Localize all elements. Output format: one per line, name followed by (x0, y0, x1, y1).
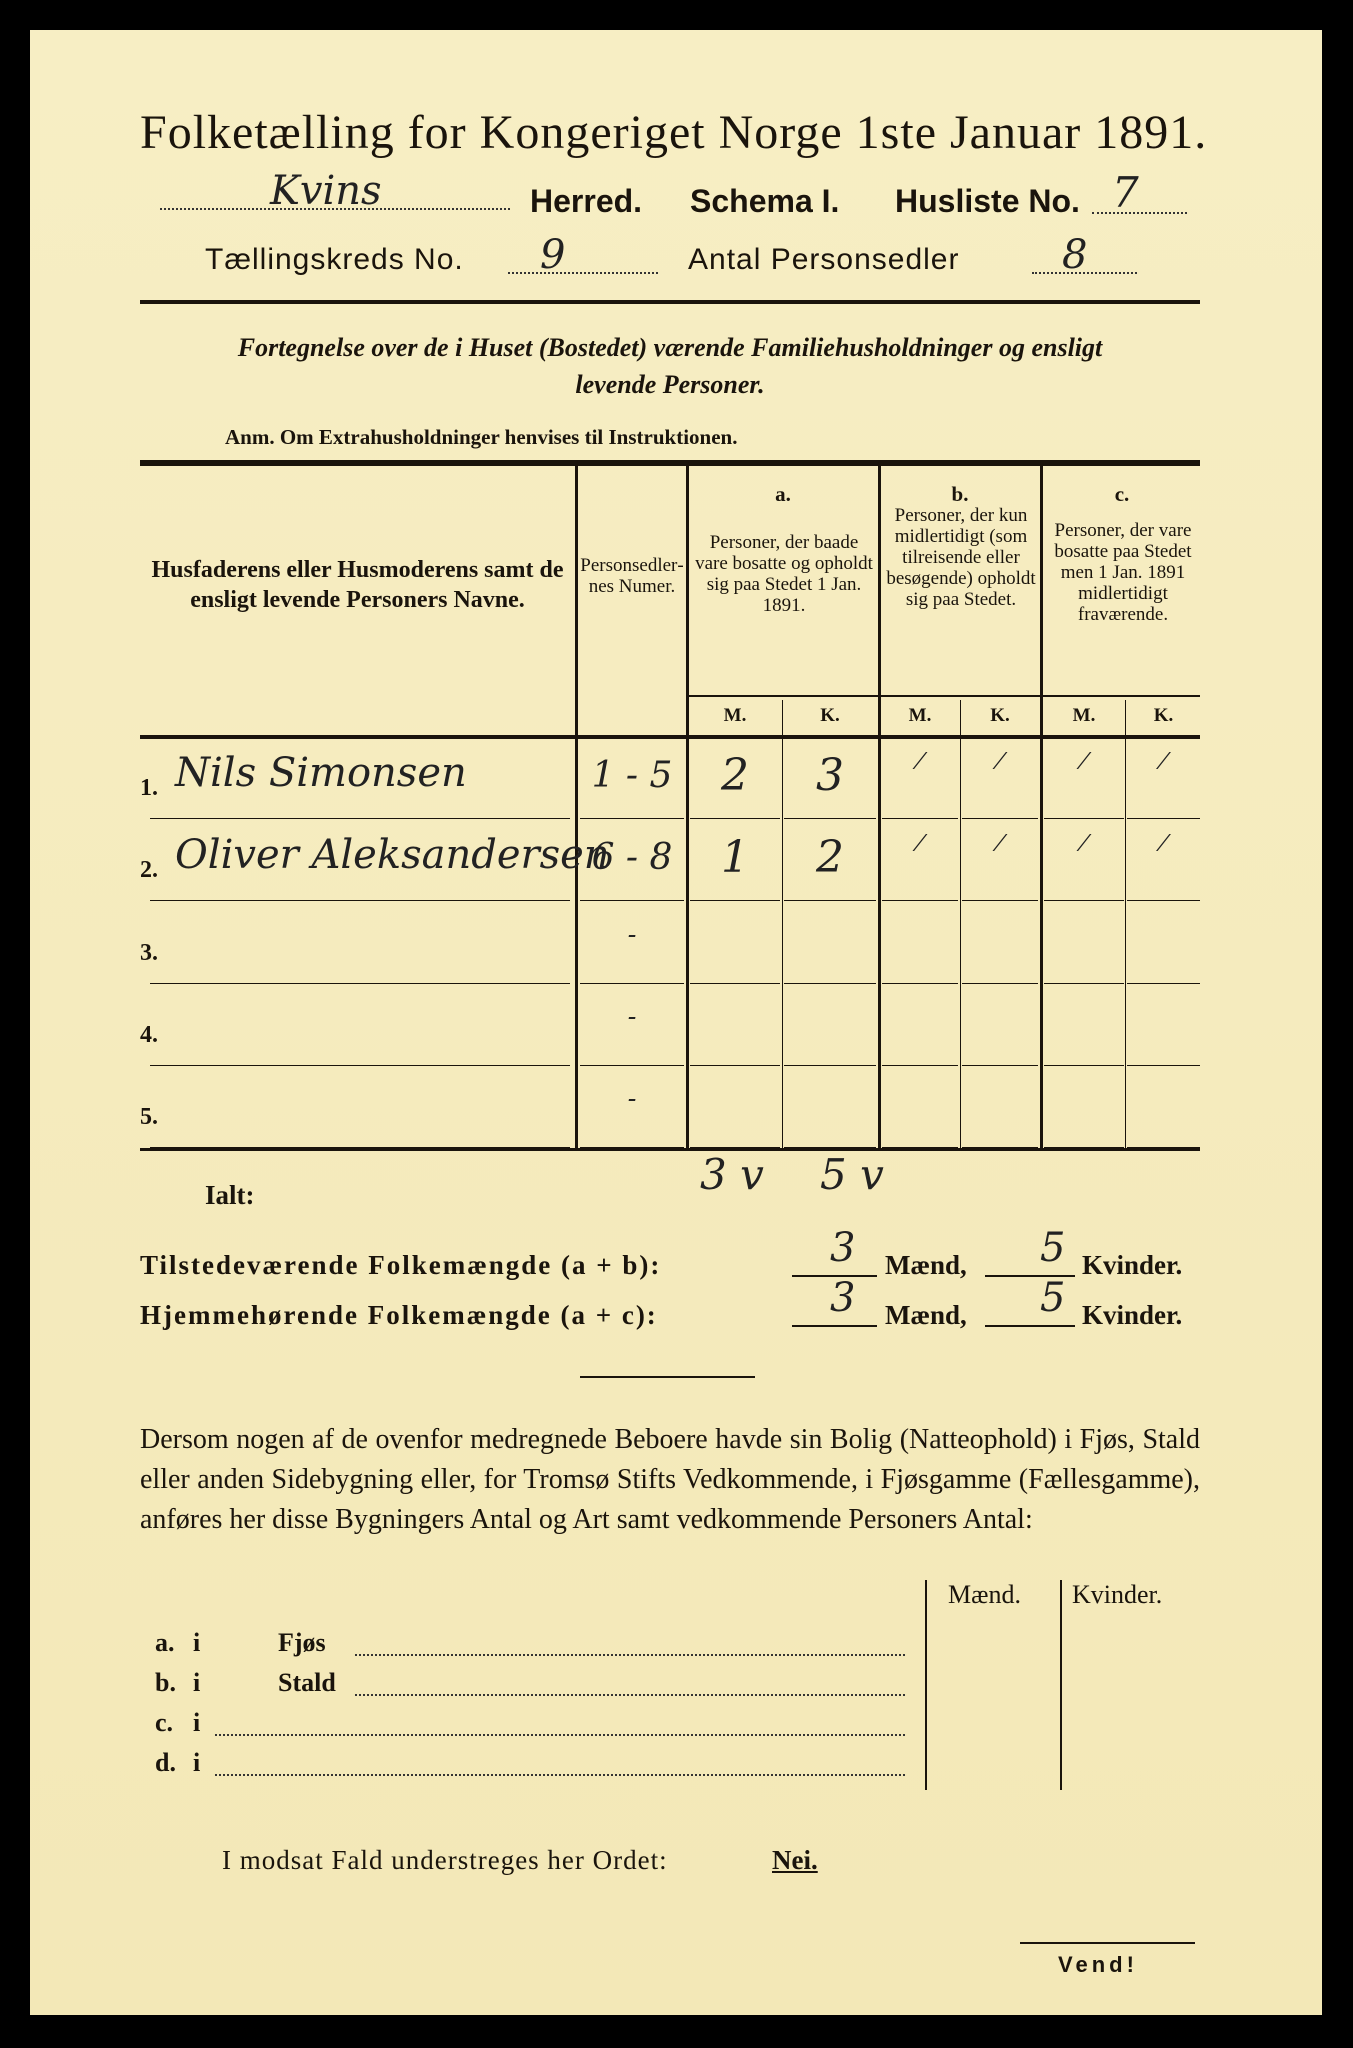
row-bk: ⁄ (998, 750, 1002, 775)
row-rule (150, 1065, 570, 1066)
item-i: i (193, 1668, 201, 1697)
row-rule (784, 900, 876, 901)
row-am: 2 (721, 750, 749, 801)
husliste-dotline (1092, 212, 1187, 214)
row-ak: 2 (816, 832, 844, 883)
col-divider-a (878, 466, 881, 1151)
col-numer-header: Personsedlernes Numer. (580, 555, 684, 597)
row-rule (690, 1065, 780, 1066)
row-rule (784, 818, 876, 819)
intro-note: Anm. Om Extrahusholdninger henvises til Instruktionen. (225, 425, 738, 449)
section-divider (580, 1376, 755, 1378)
tilstede-maend: Mænd, (885, 1250, 967, 1280)
row-rule (1044, 983, 1124, 984)
item-dotline (215, 1734, 905, 1736)
row-bm: ⁄ (918, 750, 922, 775)
row-rule (962, 1065, 1038, 1066)
row-rule (882, 818, 958, 819)
subcol-a (782, 700, 783, 1151)
header-rule (140, 300, 1200, 304)
row-ak: 3 (816, 750, 844, 801)
vend-label: Vend! (1058, 1952, 1138, 1977)
col-divider-numer (686, 466, 689, 1151)
herred-label: Herred. (530, 183, 643, 219)
row-rule (150, 983, 570, 984)
ialt-m: 3 v (700, 1150, 764, 1199)
hjemme-k: 5 (1040, 1275, 1066, 1321)
col-divider-b (1040, 466, 1043, 1151)
schema-label: Schema I. (690, 183, 840, 219)
item-letter: c. (155, 1708, 174, 1737)
row-rule (690, 983, 780, 984)
row-number: 5. (140, 1104, 158, 1130)
antal-value: 8 (1062, 232, 1088, 278)
row-cm: ⁄ (1082, 750, 1086, 775)
row-bm: ⁄ (918, 832, 922, 857)
c-m-label: M. (1072, 705, 1096, 726)
row-rule (580, 900, 684, 901)
bygning-paragraph: Dersom nogen af de ovenfor medregnede Beboere havde sin Bolig (Natteophold) i Fjøs, Stald eller anden Sidebygning eller, for Tromsø Stifts Vedkommende, i Fjøsgamme (Fællesgamme), anføres her disse Bygningers Antal og Art samt vedkommende Personers Antal: (140, 1424, 1200, 1535)
col-names-header: Husfaderens eller Husmoderens samt de ensligt levende Personers Navne. (151, 557, 564, 613)
hjemme-m: 3 (830, 1275, 856, 1321)
row-rule (1127, 983, 1200, 984)
item-letter: a. (155, 1628, 175, 1657)
antal-label: Antal Personsedler (688, 243, 960, 276)
c-k-label: K. (1153, 705, 1174, 726)
item-letter: d. (155, 1748, 176, 1777)
intro-line1: Fortegnelse over de i Huset (Bostedet) værende Familiehusholdninger og ensligt (237, 333, 1103, 362)
row-ck: ⁄ (1161, 832, 1166, 857)
row-rule (580, 1065, 684, 1066)
row-rule (1127, 818, 1200, 819)
row-ck: ⁄ (1161, 750, 1166, 775)
row-cm: ⁄ (1082, 832, 1086, 857)
item-letter: b. (155, 1668, 176, 1697)
row-rule (882, 1065, 958, 1066)
item-i: i (193, 1748, 201, 1777)
ialt-k: 5 v (820, 1150, 884, 1199)
row-rule (784, 1065, 876, 1066)
row-rule (962, 983, 1038, 984)
row-rule (690, 818, 780, 819)
row-numer: - (627, 1084, 637, 1114)
row-am: 1 (721, 832, 749, 883)
tilstede-label: Tilstedeværende Folkemængde (a + b): (140, 1250, 662, 1280)
row-rule (1127, 1065, 1200, 1066)
mk-rule (689, 695, 1200, 697)
herred-value: Kvins (270, 168, 382, 214)
row-numer: 1 - 5 (591, 755, 673, 796)
row-rule (1044, 818, 1124, 819)
vend-rule (1020, 1942, 1195, 1944)
husliste-value: 7 (1112, 168, 1139, 217)
b-m-label: M. (908, 705, 932, 726)
footer-text: I modsat Fald understreges her Ordet: (222, 1845, 668, 1875)
kvinder-divider (1060, 1580, 1062, 1790)
row-rule (150, 900, 570, 901)
row-name: Oliver Aleksandersen (175, 832, 610, 878)
form-title: Folketælling for Kongeriget Norge 1ste Januar 1891. (140, 106, 1208, 159)
row-rule (150, 818, 570, 819)
row-number: 4. (140, 1022, 158, 1048)
ialt-label: Ialt: (205, 1180, 255, 1210)
row-number: 2. (140, 857, 158, 883)
kvinder-header: Kvinder. (1072, 1580, 1163, 1609)
row-name: Nils Simonsen (175, 750, 467, 796)
item-i: i (193, 1708, 201, 1737)
row-numer: - (627, 1002, 637, 1032)
maend-header: Mænd. (948, 1580, 1021, 1609)
hjemme-label: Hjemmehørende Folkemængde (a + c): (140, 1300, 658, 1330)
row-bk: ⁄ (998, 832, 1002, 857)
item-i: i (193, 1628, 201, 1657)
husliste-label: Husliste No. (895, 183, 1080, 219)
row-rule (784, 983, 876, 984)
row-rule (962, 900, 1038, 901)
kreds-value: 9 (540, 232, 566, 278)
row-rule (962, 818, 1038, 819)
subcol-c (1125, 700, 1126, 1151)
tilstede-m: 3 (830, 1225, 856, 1271)
col-c-header: Personer, der vare bosatte paa Stedet men 1 Jan. 1891 midlertidigt fraværende. (1054, 520, 1192, 625)
hjemme-kvinder: Kvinder. (1082, 1300, 1183, 1330)
col-divider-names (575, 466, 578, 1151)
col-a-letter: a. (775, 482, 791, 506)
a-k-label: K. (820, 705, 840, 726)
row-numer: - (627, 920, 637, 950)
item-label: Stald (278, 1668, 336, 1697)
col-b-header: Personer, der kun midlertidigt (som tilreisende eller besøgende) opholdt sig paa Stedet. (886, 505, 1036, 610)
row-number: 3. (140, 940, 158, 966)
row-rule (882, 983, 958, 984)
col-c-letter: c. (1114, 482, 1130, 506)
row-rule (882, 900, 958, 901)
item-label: Fjøs (278, 1628, 326, 1657)
tilstede-k: 5 (1040, 1225, 1066, 1271)
a-m-label: M. (723, 705, 747, 726)
intro-line2: levende Personer. (575, 370, 765, 399)
hjemme-maend: Mænd, (885, 1300, 967, 1330)
row-rule (580, 983, 684, 984)
hjemme-k-line (985, 1325, 1075, 1327)
col-a-header: Personer, der baade vare bosatte og opholdt sig paa Stedet 1 Jan. 1891. (695, 532, 873, 616)
hjemme-m-line (792, 1325, 877, 1327)
header-bottom-rule (140, 735, 1200, 739)
table-bottom-rule (140, 1148, 1200, 1151)
item-dotline (215, 1774, 905, 1776)
kreds-dotline (508, 272, 658, 274)
b-k-label: K. (990, 705, 1010, 726)
col-b-letter: b. (951, 482, 969, 506)
item-dotline (355, 1654, 905, 1656)
subcol-b (960, 700, 961, 1151)
row-rule (1127, 900, 1200, 901)
row-rule (1044, 1065, 1124, 1066)
item-dotline (355, 1694, 905, 1696)
footer-nei: Nei. (772, 1845, 818, 1875)
row-rule (690, 900, 780, 901)
tilstede-kvinder: Kvinder. (1082, 1250, 1183, 1280)
maend-divider (925, 1580, 927, 1790)
row-numer: 6 - 8 (591, 837, 673, 878)
kreds-label: Tællingskreds No. (205, 243, 464, 276)
row-rule (1044, 900, 1124, 901)
row-rule (580, 818, 684, 819)
row-number: 1. (140, 775, 158, 801)
